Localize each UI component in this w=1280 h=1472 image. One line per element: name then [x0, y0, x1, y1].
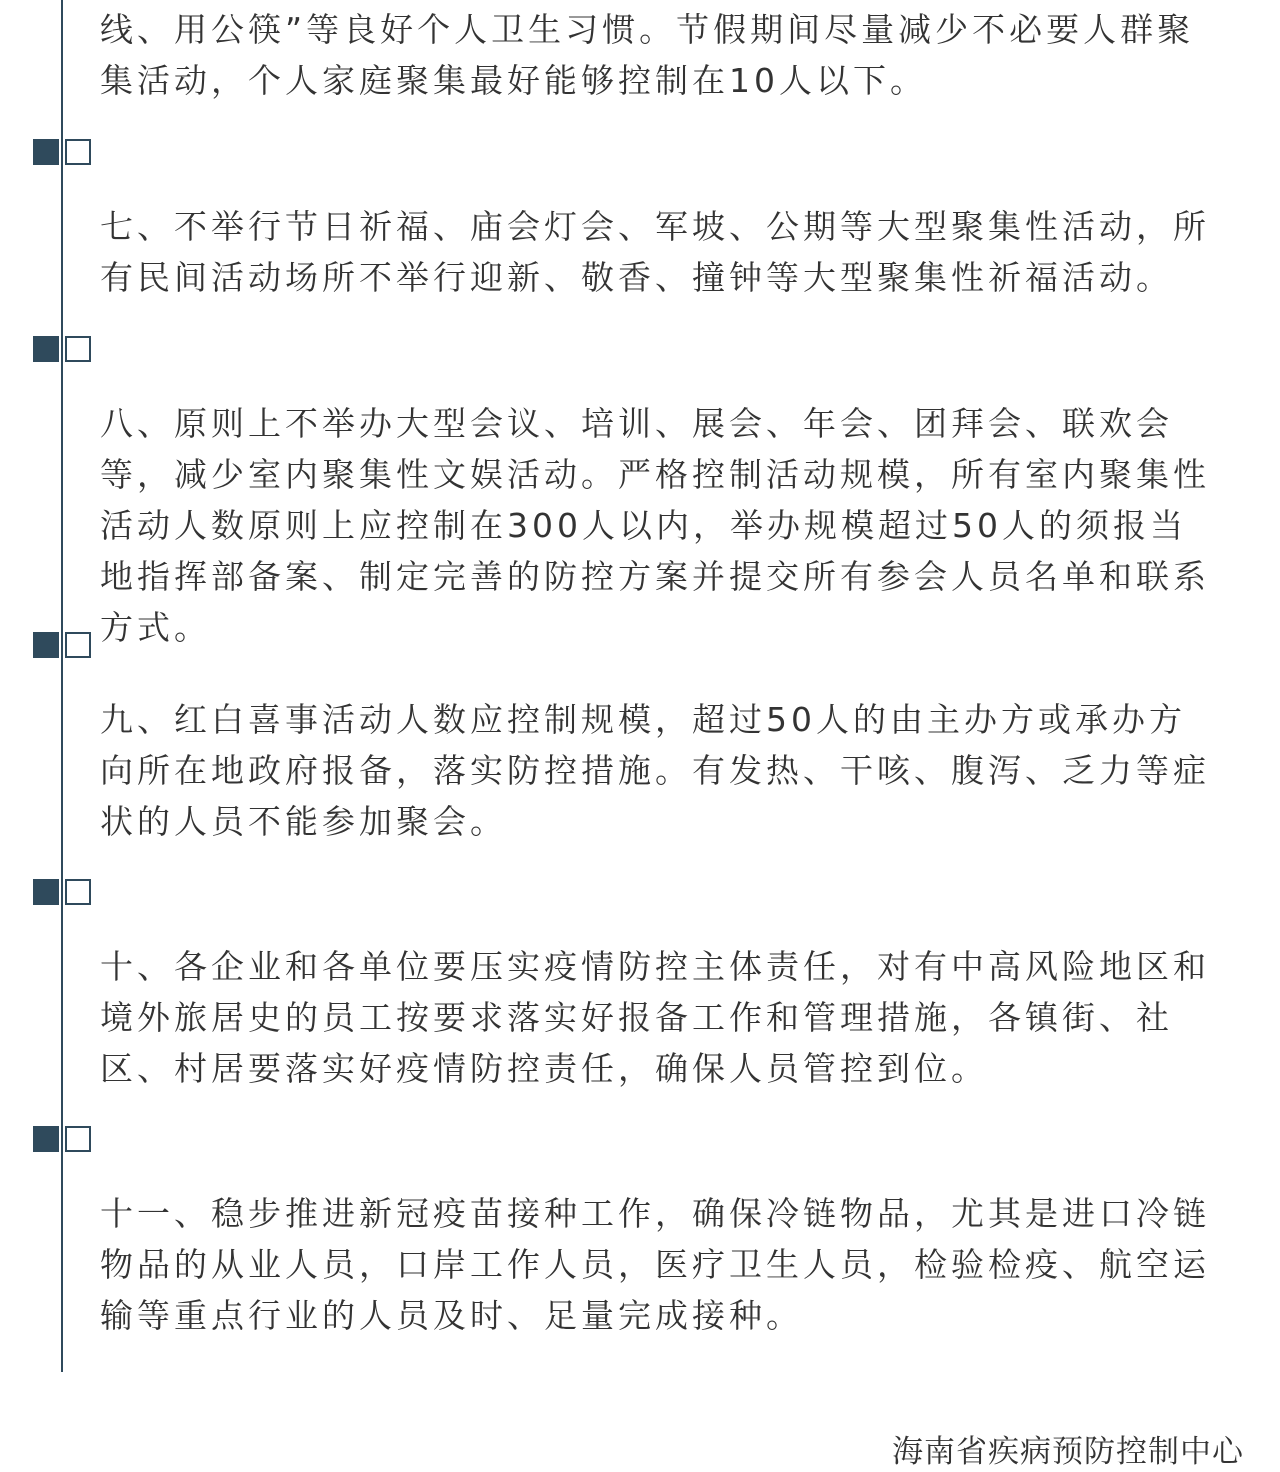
hollow-square-icon	[65, 879, 91, 905]
filled-square-icon	[33, 336, 59, 362]
filled-square-icon	[33, 879, 59, 905]
filled-square-icon	[33, 632, 59, 658]
paragraph-item-11: 十一、稳步推进新冠疫苗接种工作，确保冷链物品，尤其是进口冷链物品的从业人员，口岸工作人员，医疗卫生人员，检验检疫、航空运输等重点行业的人员及时、足量完成接种。	[100, 1194, 1210, 1335]
section-marker	[33, 632, 91, 658]
hollow-square-icon	[65, 1126, 91, 1152]
section-marker	[33, 1126, 91, 1152]
section-marker	[33, 139, 91, 165]
timeline-line	[61, 0, 63, 1372]
hollow-square-icon	[65, 336, 91, 362]
paragraph-item-9: 九、红白喜事活动人数应控制规模，超过50人的由主办方或承办方向所在地政府报备，落实防控措施。有发热、干咳、腹泻、乏力等症状的人员不能参加聚会。	[100, 700, 1210, 841]
hollow-square-icon	[65, 139, 91, 165]
paragraph-item-7: 七、不举行节日祈福、庙会灯会、军坡、公期等大型聚集性活动，所有民间活动场所不举行迎新、敬香、撞钟等大型聚集性祈福活动。	[100, 207, 1210, 297]
paragraph-item-10: 十、各企业和各单位要压实疫情防控主体责任，对有中高风险地区和境外旅居史的员工按要求落实好报备工作和管理措施，各镇街、社区、村居要落实好疫情防控责任，确保人员管控到位。	[100, 947, 1210, 1088]
filled-square-icon	[33, 1126, 59, 1152]
footer-organization: 海南省疾病预防控制中心	[892, 1434, 1244, 1470]
paragraph-item-8: 八、原则上不举办大型会议、培训、展会、年会、团拜会、联欢会等，减少室内聚集性文娱活动。严格控制活动规模，所有室内聚集性活动人数原则上应控制在300人以内，举办规模超过50人的须报当地指挥部备案、制定完善的防控方案并提交所有参会人员名单和联系方式。	[100, 404, 1210, 647]
section-marker	[33, 336, 91, 362]
section-marker	[33, 879, 91, 905]
paragraph-intro: 线、用公筷”等良好个人卫生习惯。节假期间尽量减少不必要人群聚集活动，个人家庭聚集最好能够控制在10人以下。	[100, 10, 1195, 100]
filled-square-icon	[33, 139, 59, 165]
hollow-square-icon	[65, 632, 91, 658]
